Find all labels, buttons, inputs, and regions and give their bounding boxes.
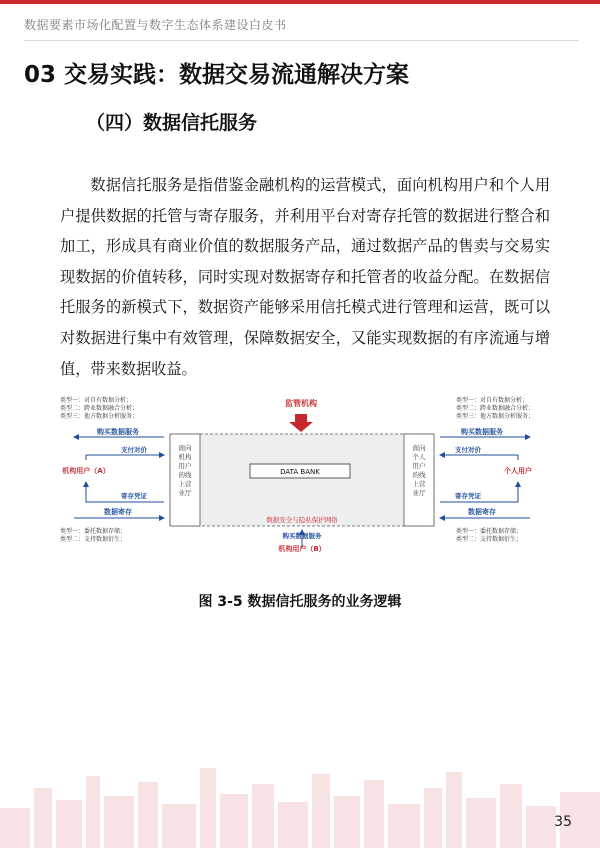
figure-caption: 图 3-5 数据信托服务的业务逻辑 xyxy=(198,594,402,610)
right-deposit-label: 数据寄存 xyxy=(468,508,496,516)
right-bottom-type-2: 类型二：支持数据衍生； xyxy=(456,536,523,543)
left-buy-label: 购买数据服务 xyxy=(97,428,139,436)
left-top-type-2: 类型二：跨业数据融合分析； xyxy=(60,405,139,412)
left-deposit-label: 数据寄存 xyxy=(104,508,132,516)
right-panel-line-3: 用户 xyxy=(412,462,426,470)
section-title: （四）数据信托服务 xyxy=(86,112,258,134)
left-panel-line-1: 面向 xyxy=(178,444,192,452)
left-top-type-3: 类型三：他方数据分析服务； xyxy=(60,413,139,420)
right-panel-line-6: 业厅 xyxy=(412,489,426,497)
left-bottom-type-1: 类型一：委托数据存储； xyxy=(60,528,127,535)
left-pay-label: 支付对价 xyxy=(121,446,147,454)
right-top-type-1: 类型一：对自有数据分析； xyxy=(456,397,529,404)
left-panel-line-3: 用户 xyxy=(178,462,192,470)
network-label: 数据安全与隐私保护网络 xyxy=(266,516,338,524)
left-top-type-1: 类型一：对自有数据分析； xyxy=(60,397,133,404)
right-panel-line-4: 的线 xyxy=(412,471,426,479)
left-panel-line-5: 上营 xyxy=(178,480,192,488)
down-arrow-icon xyxy=(289,414,313,432)
right-cert-label: 寄存凭证 xyxy=(455,492,481,500)
left-bottom-type-2: 类型二：支持数据衍生； xyxy=(60,536,127,543)
regulator-label: 监管机构 xyxy=(285,399,317,408)
right-user-label: 个人用户 xyxy=(504,467,532,475)
left-user-label: 机构用户（A） xyxy=(62,467,110,475)
bottom-buy-label: 购买数据服务 xyxy=(282,532,322,540)
header-divider xyxy=(24,40,579,41)
right-top-type-2: 类型二：跨业数据融合分析； xyxy=(456,405,535,412)
bottom-user-label: 机构用户（B） xyxy=(278,545,326,553)
right-pay-arrow xyxy=(440,455,518,460)
left-panel-line-2: 机构 xyxy=(178,453,192,461)
right-panel-line-5: 上营 xyxy=(412,480,426,488)
body-paragraph: 数据信托服务是指借鉴金融机构的运营模式，面向机构用户和个人用户提供数据的托管与寄存服务，并利用平台对寄存托管的数据进行整合和加工，形成具有商业价值的数据服务产品，通过数据产品的售卖与交易实现数据的价值转移，同时实现对数据寄存和托管者的收益分配。在数据信托服务的新模式下，数据资产能够采用信托模式进行管理和运营，既可以对数据进行集中有效管理，保障数据安全，又能实现数据的有序流通与增值，带来数据收益。 xyxy=(60,176,550,378)
right-buy-label: 购买数据服务 xyxy=(461,428,503,436)
right-panel-line-2: 个人 xyxy=(412,453,426,461)
business-logic-diagram xyxy=(56,390,546,560)
left-panel-line-4: 的线 xyxy=(178,471,192,479)
right-panel-line-1: 面向 xyxy=(412,444,426,452)
chapter-title: 03 交易实践：数据交易流通解决方案 xyxy=(24,62,410,88)
top-accent-bar xyxy=(0,0,600,4)
right-pay-label: 支付对价 xyxy=(455,446,481,454)
right-top-type-3: 类型三：他方数据分析服务； xyxy=(456,413,535,420)
left-panel-line-6: 业厅 xyxy=(178,489,192,497)
left-pay-arrow xyxy=(86,455,164,460)
data-bank-panel xyxy=(170,434,434,526)
left-cert-label: 寄存凭证 xyxy=(121,492,147,500)
data-bank-label: DATA BANK xyxy=(280,468,320,476)
city-skyline-watermark xyxy=(0,738,600,848)
right-bottom-type-1: 类型一：委托数据存储； xyxy=(456,528,523,535)
page-number: 35 xyxy=(554,814,572,830)
document-header-title: 数据要素市场化配置与数字生态体系建设白皮书 xyxy=(24,18,287,32)
